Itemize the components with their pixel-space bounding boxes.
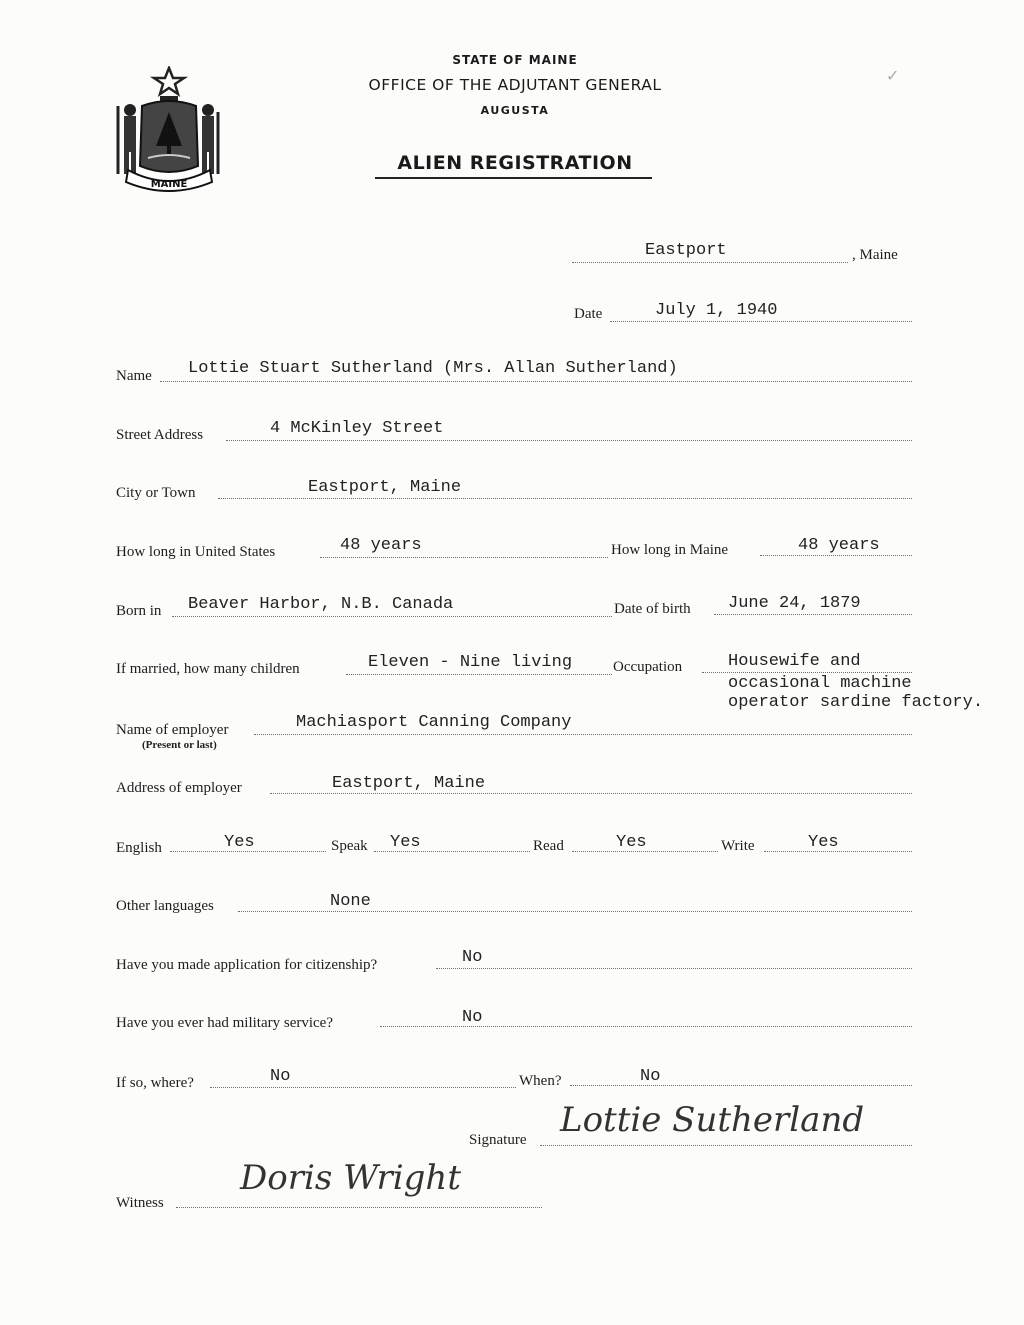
street-label: Street Address bbox=[116, 427, 204, 443]
military-value: No bbox=[462, 1008, 483, 1027]
street-value: 4 McKinley Street bbox=[270, 419, 444, 438]
english-label: English bbox=[116, 840, 162, 856]
employer-value: Machiasport Canning Company bbox=[296, 713, 572, 732]
when-label: When? bbox=[519, 1073, 562, 1089]
place-value: Eastport bbox=[645, 241, 727, 260]
write-label: Write bbox=[721, 838, 755, 854]
when-value: No bbox=[640, 1067, 661, 1086]
children-label: If married, how many children bbox=[116, 661, 300, 677]
title-underline bbox=[375, 177, 652, 179]
witness-label: Witness bbox=[116, 1195, 164, 1211]
maine-years-label: How long in Maine bbox=[611, 542, 729, 558]
citizenship-value: No bbox=[462, 948, 483, 967]
office-heading: OFFICE OF THE ADJUTANT GENERAL bbox=[368, 76, 662, 94]
write-value: Yes bbox=[808, 833, 839, 852]
other-languages-label: Other languages bbox=[116, 898, 214, 914]
us-value: 48 years bbox=[340, 536, 422, 555]
employer-address-label: Address of employer bbox=[116, 780, 242, 796]
military-label: Have you ever had military service? bbox=[116, 1015, 333, 1031]
employer-label: Name of employer bbox=[116, 722, 229, 738]
maine-state-seal-icon bbox=[114, 66, 224, 196]
born-value: Beaver Harbor, N.B. Canada bbox=[188, 595, 454, 614]
occupation-label: Occupation bbox=[613, 659, 683, 675]
dob-label: Date of birth bbox=[614, 601, 691, 617]
born-label: Born in bbox=[116, 603, 162, 619]
date-label: Date bbox=[574, 306, 603, 322]
signature-handwriting: Lottie Sutherland bbox=[560, 1100, 865, 1140]
form-title: ALIEN REGISTRATION bbox=[397, 152, 633, 174]
dob-value: June 24, 1879 bbox=[728, 594, 861, 613]
us-label: How long in United States bbox=[116, 544, 276, 560]
occupation-value-line3: operator sardine factory. bbox=[728, 693, 984, 712]
occupation-value-line2: occasional machine bbox=[728, 674, 912, 693]
city-value: Eastport, Maine bbox=[308, 478, 462, 497]
witness-handwriting: Doris Wright bbox=[240, 1158, 461, 1198]
maine-years-value: 48 years bbox=[798, 536, 880, 555]
read-label: Read bbox=[533, 838, 564, 854]
where-label: If so, where? bbox=[116, 1075, 194, 1091]
city-heading: AUGUSTA bbox=[480, 104, 550, 117]
children-value: Eleven - Nine living bbox=[368, 653, 573, 672]
name-label: Name bbox=[116, 368, 152, 384]
other-languages-value: None bbox=[330, 892, 371, 911]
city-label: City or Town bbox=[116, 485, 196, 501]
occupation-value-line1: Housewife and bbox=[728, 652, 861, 671]
maine-label: , Maine bbox=[852, 247, 898, 263]
speak-label: Speak bbox=[331, 838, 368, 854]
where-value: No bbox=[270, 1067, 291, 1086]
check-mark: ✓ bbox=[886, 68, 900, 85]
date-value: July 1, 1940 bbox=[655, 301, 778, 320]
state-heading: STATE OF MAINE bbox=[452, 53, 578, 67]
employer-sublabel: (Present or last) bbox=[142, 739, 217, 751]
read-value: Yes bbox=[616, 833, 647, 852]
signature-label: Signature bbox=[469, 1132, 527, 1148]
employer-address-value: Eastport, Maine bbox=[332, 774, 486, 793]
english-value: Yes bbox=[224, 833, 255, 852]
speak-value: Yes bbox=[390, 833, 421, 852]
name-value: Lottie Stuart Sutherland (Mrs. Allan Sutherland) bbox=[188, 359, 678, 378]
citizenship-label: Have you made application for citizenship? bbox=[116, 957, 378, 973]
seal-text: MAINE bbox=[150, 179, 188, 190]
